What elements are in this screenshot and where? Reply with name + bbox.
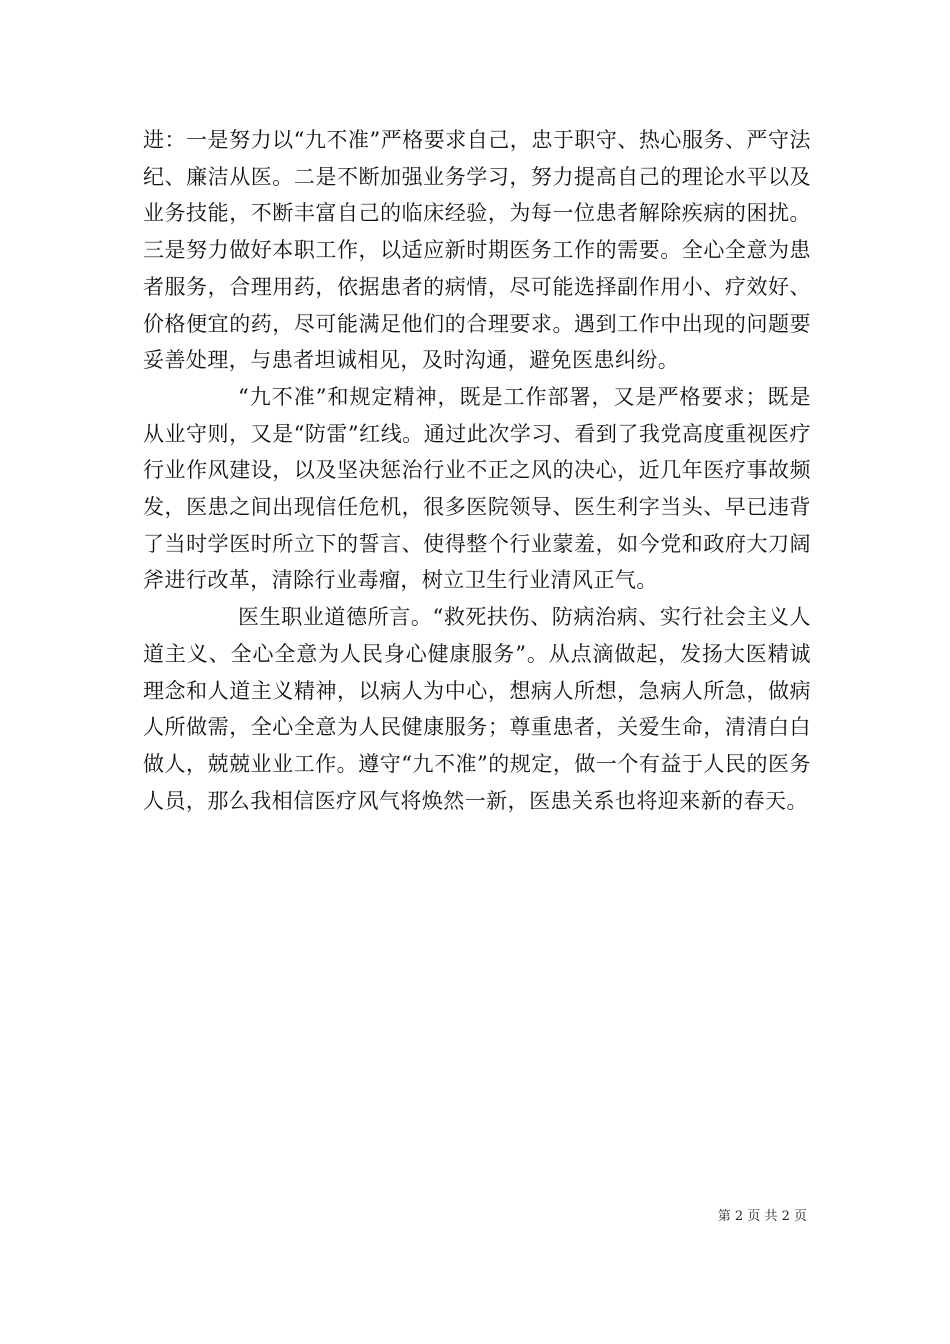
document-body — [143, 122, 811, 819]
paragraph-1: 进：一是努力以“九不准”严格要求自己，忠于职守、热心服务、严守法纪、廉洁从医。二是不断加强业务学习，努力提高自己的理论水平以及业务技能，不断丰富自己的临床经验，为每一位患者解除疾病的困扰。三是努力做好本职工作，以适应新时期医务工作的需要。全心全意为患者服务，合理用药，依据患者的病情，尽可能选择副作用小、疗效好、价格便宜的药，尽可能满足他们的合理要求。遇到工作中出现的问题要妥善处理，与患者坦诚相见，及时沟通，避免医患纠纷。 — [143, 128, 811, 373]
paragraph-3: 医生职业道德所言。“救死扶伤、防病治病、实行社会主义人道主义、全心全意为人民身心健康服务”。从点滴做起，发扬大医精诚理念和人道主义精神，以病人为中心，想病人所想，急病人所急，做病人所做需，全心全意为人民健康服务；尊重患者，关爱生命，清清白白做人，兢兢业业工作。遵守“九不准”的规定，做一个有益于人民的医务人员，那么我相信医疗风气将焕然一新，医患关系也将迎来新的春天。 — [143, 605, 811, 813]
paragraph-2: “九不准”和规定精神，既是工作部署，又是严格要求；既是从业守则，又是“防雷”红线。通过此次学习、看到了我党高度重视医疗行业作风建设，以及坚决惩治行业不正之风的决心，近几年医疗事故频发，医患之间出现信任危机，很多医院领导、医生利字当头、早已违背了当时学医时所立下的誓言、使得整个行业蒙羞，如今党和政府大刀阔斧进行改革，清除行业毒瘤，树立卫生行业清风正气。 — [143, 384, 811, 593]
page-number-footer: 第 2 页 共 2 页 — [717, 1209, 807, 1224]
